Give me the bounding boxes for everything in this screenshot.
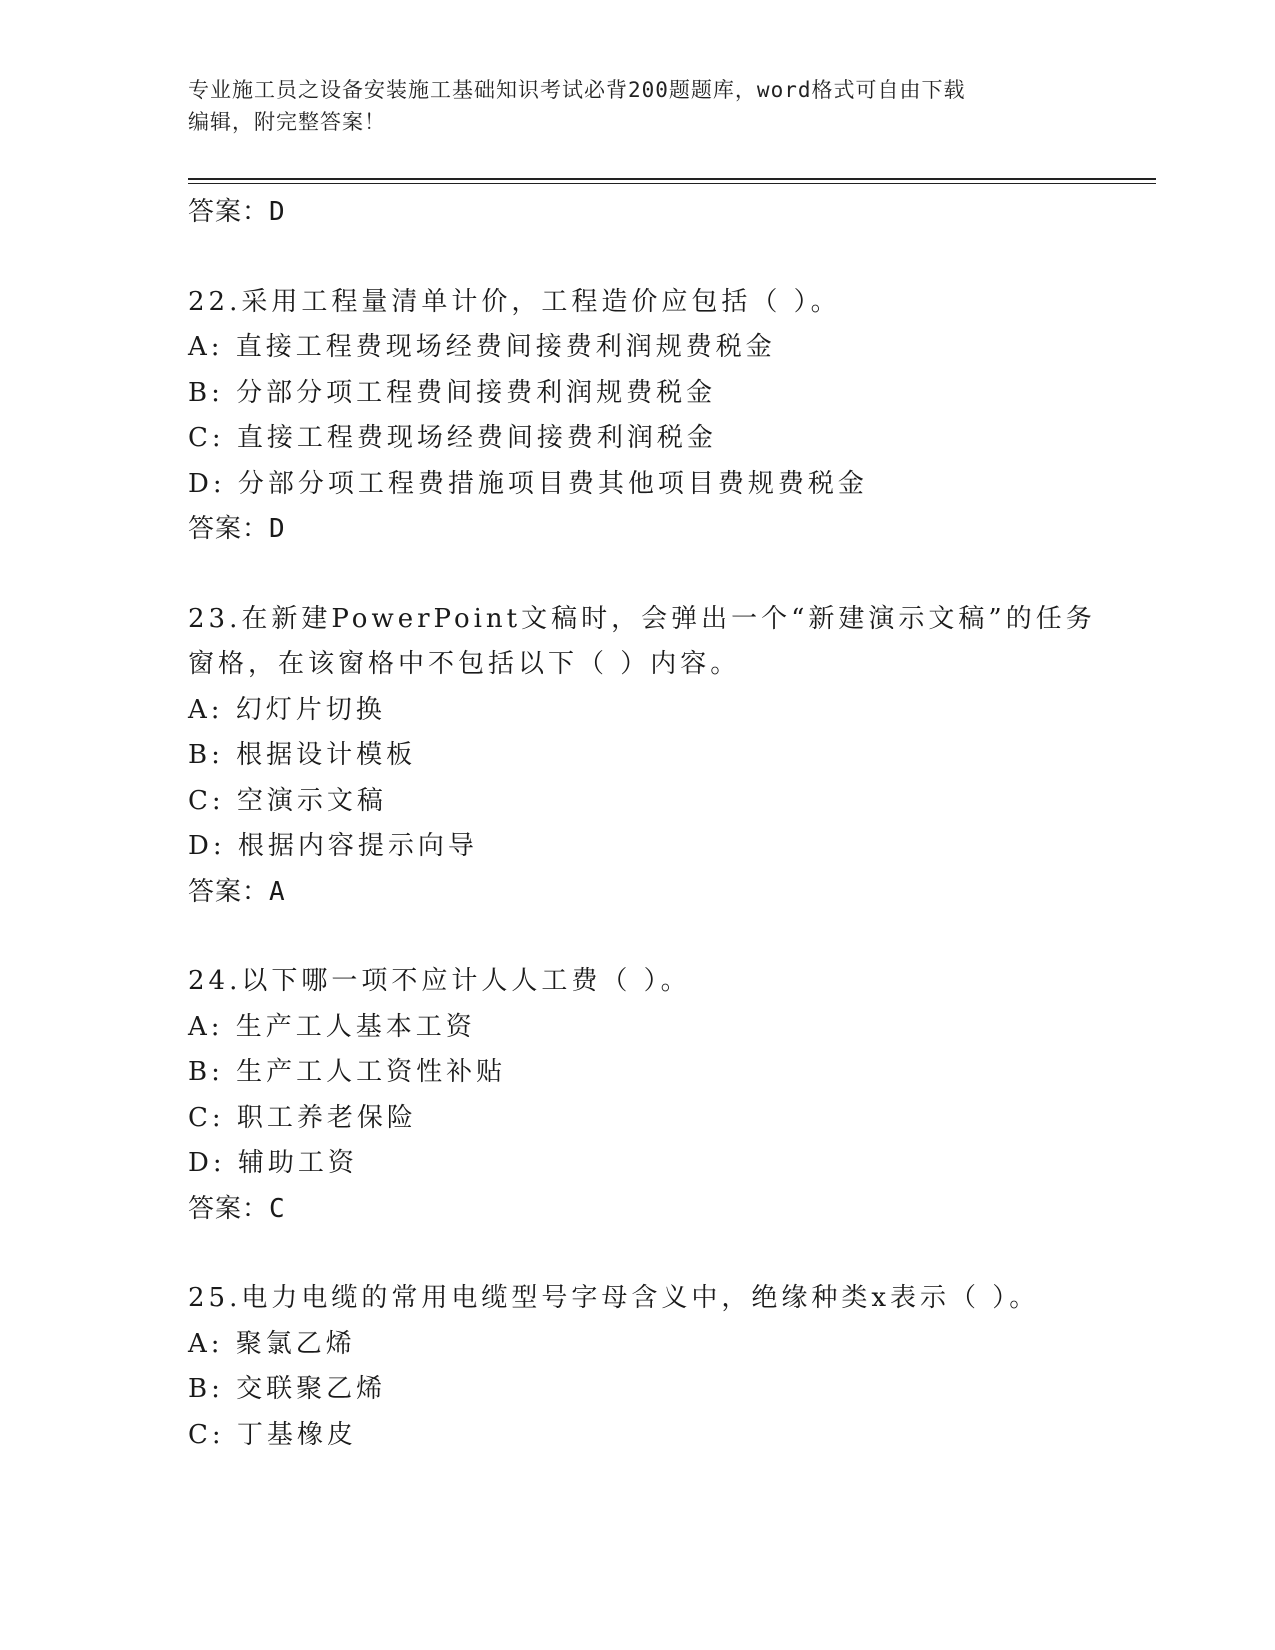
answer-line: 答案：C: [188, 1193, 286, 1224]
option-c: C: 丁基橡皮: [188, 1419, 357, 1450]
option-b: B: 分部分项工程费间接费利润规费税金: [188, 377, 717, 408]
question-23: [188, 597, 1148, 916]
option-b: B: 生产工人工资性补贴: [188, 1057, 507, 1087]
answer-line: 答案：D: [188, 514, 286, 544]
answer-line: 答案：D: [188, 197, 286, 227]
option-a: A: 直接工程费现场经费间接费利润规费税金: [188, 332, 776, 362]
option-d: D: 根据内容提示向导: [188, 831, 478, 861]
header-line-2: 编辑，附完整答案！: [188, 110, 386, 134]
option-d: D: 分部分项工程费措施项目费其他项目费规费税金: [188, 468, 868, 499]
option-c: C: 直接工程费现场经费间接费利润税金: [188, 423, 717, 453]
question-text: 23.在新建PowerPoint文稿时，会弹出一个“新建演示文稿”的任务: [188, 603, 1096, 634]
question-text: 24.以下哪一项不应计人人工费（ ）。: [188, 966, 691, 996]
question-text: 25.电力电缆的常用电缆型号字母含义中，绝缘种类x表示（ ）。: [188, 1283, 1040, 1313]
question-25: [188, 1276, 1148, 1458]
question-24: [188, 959, 1148, 1232]
document-header: [188, 74, 1088, 138]
option-a: A: 幻灯片切换: [188, 694, 386, 725]
header-divider-thin: [188, 183, 1156, 184]
option-c: C: 职工养老保险: [188, 1102, 417, 1133]
header-divider-thick: [188, 178, 1156, 180]
option-b: B: 根据设计模板: [188, 740, 417, 770]
question-list: [188, 190, 1148, 1458]
option-a: A: 生产工人基本工资: [188, 1011, 476, 1042]
question-text-continued: 窗格，在该窗格中不包括以下（ ）内容。: [188, 649, 741, 679]
option-d: D: 辅助工资: [188, 1148, 358, 1178]
question-text: 22.采用工程量清单计价，工程造价应包括（ ）。: [188, 286, 841, 317]
question-22: [188, 280, 1148, 553]
answer-line: 答案：A: [188, 876, 286, 907]
option-c: C: 空演示文稿: [188, 785, 387, 816]
header-line-1: 专业施工员之设备安装施工基础知识考试必背200题题库，word格式可自由下载: [188, 78, 966, 102]
option-b: B: 交联聚乙烯: [188, 1374, 387, 1404]
option-a: A: 聚氯乙烯: [188, 1328, 356, 1359]
